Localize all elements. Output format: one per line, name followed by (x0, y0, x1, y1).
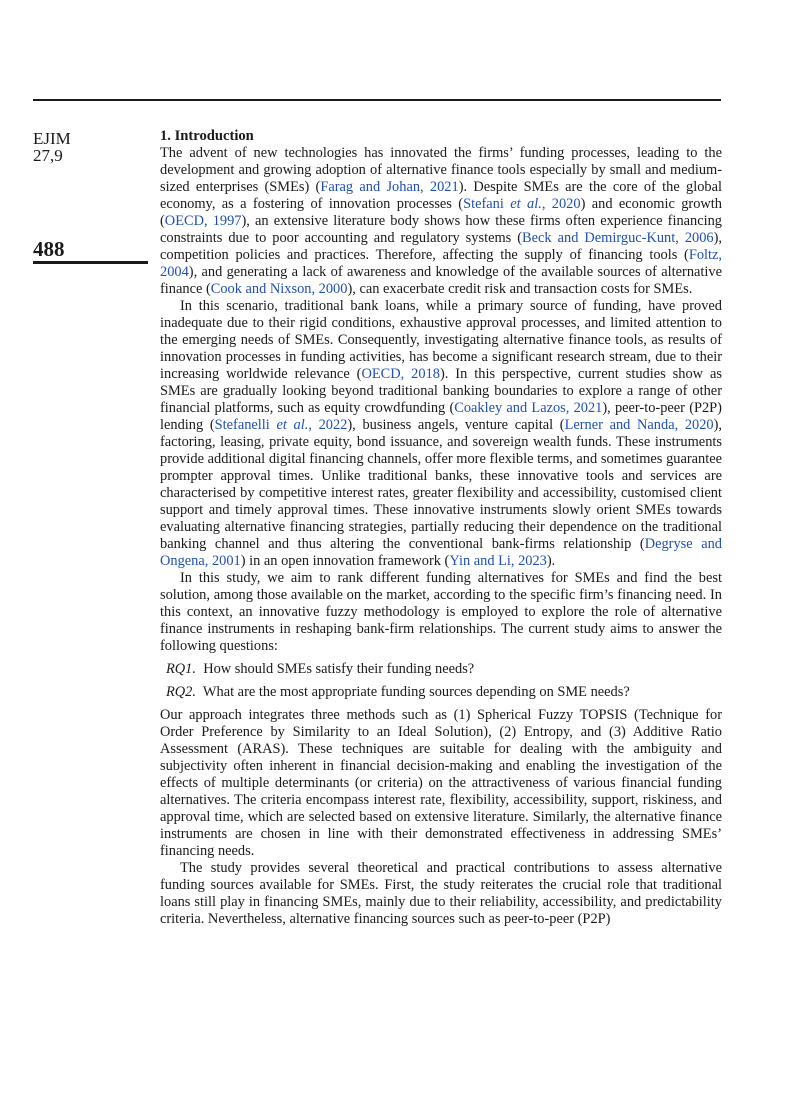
paragraph-3: In this study, we aim to rank different funding alternatives for SMEs and find the best solution, among those available on the market, according to the specific firm’s financing need. In this context, an innovative fuzzy methodology is employed to explore the role of alternative finance instruments in reshaping bank-firm relationships. The current study aims to answer the following questions: (160, 570, 722, 654)
rq2-label: RQ2. (166, 684, 196, 700)
citation-farag-johan[interactable]: Farag and Johan, 2021 (320, 179, 459, 195)
citation-oecd-2018[interactable]: OECD, 2018 (361, 366, 440, 382)
citation-beck-demirguc-kunt[interactable]: Beck and Demirguc-Kunt, 2006 (522, 230, 714, 246)
citation-stefani[interactable]: Stefani et al., 2020 (463, 196, 581, 212)
citation-oecd-1997[interactable]: OECD, 1997 (164, 213, 242, 229)
header-rule (33, 99, 721, 101)
research-question-2 (166, 684, 722, 701)
citation-lerner-nanda[interactable]: Lerner and Nanda, 2020 (564, 417, 714, 433)
research-question-1 (166, 661, 722, 678)
section-heading: 1. Introduction (160, 128, 254, 144)
paragraph-2: In this scenario, traditional bank loans, while a primary source of funding, have proved inadequate due to their rigid conditions, exhaustive approval processes, and limited attention to the emerging needs of SMEs. Consequently, investigating alternative finance tools, as results of innovation processes in funding activities, has become a significant research stream, due to their increasing worldwide relevance (OECD, 2018). In this perspective, current studies show as SMEs are gradually looking beyond traditional banking boundaries to explore a range of other financial platforms, such as equity crowdfunding (Coakley and Lazos, 2021), peer-to-peer (P2P) lending (Stefanelli et al., 2022), business angels, venture capital (Lerner and Nanda, 2020), factoring, leasing, private equity, bond issuance, and sovereign wealth funds. These instruments provide additional digital financing channels, offer more flexible terms, and sometimes guarantee prompter approval times. Unlike traditional banks, these innovative tools and services are characterised by competitive interest rates, greater flexibility and accessibility, customised client support and timely approval times. These innovative instruments slowly orient SMEs towards evaluating alternative financing strategies, partially reducing their dependence on the traditional banking channel and thus altering the conventional bank-firms relationship (Degryse and Ongena, 2001) in an open innovation framework (Yin and Li, 2023). (160, 298, 723, 569)
article-body (160, 128, 722, 928)
journal-info (33, 130, 71, 164)
rq2-text: What are the most appropriate funding sources depending on SME needs? (202, 684, 630, 700)
citation-yin-li[interactable]: Yin and Li, 2023 (449, 553, 547, 569)
paragraph-4: Our approach integrates three methods such as (1) Spherical Fuzzy TOPSIS (Technique for Order Preference by Similarity to an Ideal Solution), (2) Entropy, and (3) Additive Ratio Assessment (ARAS). These techniques are suitable for dealing with the ambiguity and subjectivity often inherent in financial decision-making and enabling the investigation of the effects of multiple determinants (or criteria) on the attractiveness of various financial funding alternatives. The criteria encompass interest rate, flexibility, accessibility, support, riskiness, and approval time, which are selected based on extensive literature. Similarly, the alternative finance instruments are chosen in line with their demonstrated effectiveness in addressing SMEs’ financing needs. (160, 707, 722, 859)
citation-degryse-ongena[interactable]: Degryse and Ongena, 2001 (160, 536, 722, 569)
rq1-text: How should SMEs satisfy their funding needs? (203, 661, 475, 677)
volume-issue: 27,9 (33, 146, 63, 165)
page-number: 488 (33, 237, 65, 261)
citation-coakley-lazos[interactable]: Coakley and Lazos, 2021 (454, 400, 603, 416)
page-number-rule (33, 261, 148, 264)
citation-stefanelli[interactable]: Stefanelli et al., 2022 (214, 417, 348, 433)
citation-cook-nixson[interactable]: Cook and Nixson, 2000 (210, 281, 348, 297)
journal-name: EJIM (33, 129, 71, 148)
citation-foltz[interactable]: Foltz, 2004 (160, 247, 722, 280)
paragraph-1: The advent of new technologies has innovated the firms’ funding processes, leading to the development and growing adoption of alternative finance tools especially by small and medium-sized enterprises (SMEs) (Farag and Johan, 2021). Despite SMEs are the core of the global economy, as a fostering of innovation processes (Stefani et al., 2020) and economic growth (OECD, 1997), an extensive literature body shows how these firms often experience financing constraints due to poor accounting and regulatory systems (Beck and Demirguc-Kunt, 2006), competition policies and practices. Therefore, affecting the supply of financing tools (Foltz, 2004), and generating a lack of awareness and knowledge of the available sources of alternative finance (Cook and Nixson, 2000), can exacerbate credit risk and transaction costs for SMEs. (160, 145, 723, 297)
rq1-label: RQ1. (166, 661, 196, 677)
paragraph-5: The study provides several theoretical and practical contributions to assess alternative funding sources available for SMEs. First, the study reiterates the crucial role that traditional loans still play in financing SMEs, mainly due to their reliability, accessibility, and predictability criteria. Nevertheless, alternative financing sources such as peer-to-peer (P2P) (160, 860, 722, 927)
